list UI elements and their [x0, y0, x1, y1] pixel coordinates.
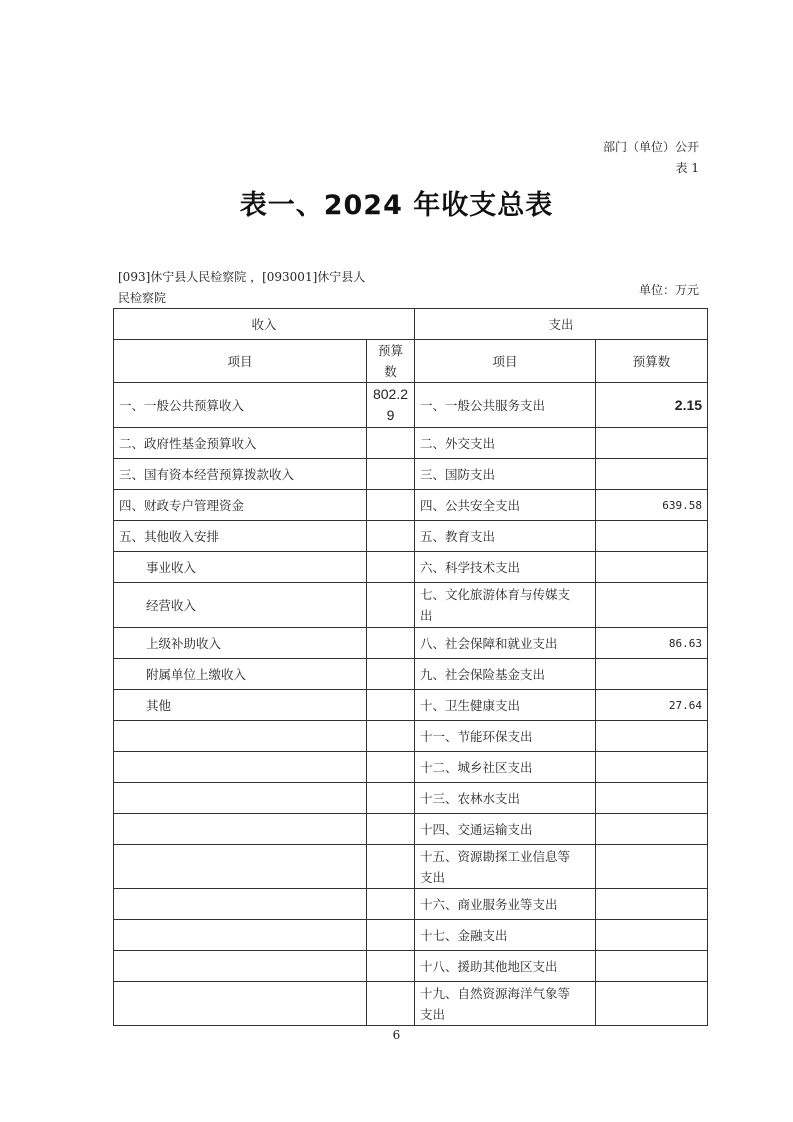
income-item: 三、国有资本经营预算拨款收入: [114, 459, 367, 490]
expense-amount: [596, 951, 708, 982]
income-amount: [367, 490, 415, 521]
income-item: 其他: [114, 690, 367, 721]
table-row: [114, 920, 708, 951]
income-amount: [367, 521, 415, 552]
income-amount: [367, 721, 415, 752]
expense-item-line-1: 十五、资源勘探工业信息等: [420, 848, 571, 864]
table-number: 表 1: [675, 161, 699, 175]
income-item: 经营收入: [114, 583, 367, 628]
income-amount: [367, 889, 415, 920]
income-item: [114, 814, 367, 845]
income-item: 事业收入: [114, 552, 367, 583]
expense-item: 八、社会保障和就业支出: [415, 628, 596, 659]
organization-line-2: 民检察院: [118, 291, 167, 305]
income-amount-line-2: 9: [386, 407, 395, 423]
income-item: [114, 920, 367, 951]
table-row: [114, 383, 708, 428]
expense-item: 九、社会保险基金支出: [415, 659, 596, 690]
expense-item: 六、科学技术支出: [415, 552, 596, 583]
expense-item-line-2: 出: [420, 608, 433, 623]
table-row: [114, 951, 708, 982]
page-number: 6: [392, 1028, 401, 1042]
expense-item: 五、教育支出: [415, 521, 596, 552]
income-item: 附属单位上缴收入: [114, 659, 367, 690]
income-amount: [367, 428, 415, 459]
income-item: [114, 752, 367, 783]
table-row: [114, 690, 708, 721]
income-item: [114, 783, 367, 814]
income-amount: [367, 690, 415, 721]
table-row: [114, 521, 708, 552]
expense-item-header: 项目: [415, 340, 596, 383]
table-row: [114, 845, 708, 889]
expense-item: 四、公共安全支出: [415, 490, 596, 521]
table-row: [114, 583, 708, 628]
expense-amount: [596, 752, 708, 783]
expense-item: [415, 845, 596, 889]
expense-item-line-2: 支出: [420, 869, 446, 885]
expense-amount: 86.63: [596, 628, 708, 659]
expense-item: 十三、农林水支出: [415, 783, 596, 814]
income-amount: [367, 459, 415, 490]
disclosure-label: 部门（单位）公开: [602, 140, 699, 154]
unit-label: 单位：万元: [638, 283, 699, 297]
expense-amount: [596, 814, 708, 845]
income-amount: [367, 783, 415, 814]
income-item: 五、其他收入安排: [114, 521, 367, 552]
expense-item: 十、卫生健康支出: [415, 690, 596, 721]
expense-item: 十六、商业服务业等支出: [415, 889, 596, 920]
expense-amount: [596, 428, 708, 459]
expense-amount: [596, 552, 708, 583]
table-row: [114, 982, 708, 1026]
income-item: 一、一般公共预算收入: [114, 383, 367, 428]
income-item: [114, 845, 367, 889]
table-row: [114, 814, 708, 845]
income-item: 四、财政专户管理资金: [114, 490, 367, 521]
table-row: [114, 552, 708, 583]
expense-amount: [596, 982, 708, 1026]
table-group-header-row: [114, 309, 708, 340]
income-amount: [367, 583, 415, 628]
expense-amount: [596, 783, 708, 814]
expense-item: 十二、城乡社区支出: [415, 752, 596, 783]
expense-item-line-2: 支出: [420, 1006, 446, 1022]
expense-item: 十四、交通运输支出: [415, 814, 596, 845]
table-row: [114, 752, 708, 783]
table-row: [114, 721, 708, 752]
income-item: [114, 721, 367, 752]
expense-item: [415, 982, 596, 1026]
income-amount: [367, 845, 415, 889]
expense-item: 十一、节能环保支出: [415, 721, 596, 752]
table-row: [114, 459, 708, 490]
table-row: [114, 428, 708, 459]
expense-amount: [596, 721, 708, 752]
expense-amount: 27.64: [596, 690, 708, 721]
expense-amount: [596, 659, 708, 690]
table-row: [114, 783, 708, 814]
income-item: [114, 951, 367, 982]
income-budget-header: [367, 340, 415, 383]
budget-summary-table: [113, 308, 708, 1026]
income-amount: [367, 920, 415, 951]
income-amount: [367, 982, 415, 1026]
income-budget-header-line-1: 预算: [378, 343, 404, 358]
table-row: [114, 889, 708, 920]
income-amount: [367, 552, 415, 583]
table-column-header-row: [114, 340, 708, 383]
expense-item-line-1: 七、文化旅游体育与传媒支: [420, 587, 571, 602]
income-item: [114, 889, 367, 920]
table-row: [114, 628, 708, 659]
table-row: [114, 659, 708, 690]
organization-name: [118, 267, 368, 309]
expense-item: 三、国防支出: [415, 459, 596, 490]
expense-header: 支出: [415, 309, 708, 340]
expense-amount: 639.58: [596, 490, 708, 521]
income-item: [114, 982, 367, 1026]
expense-item: 一、一般公共服务支出: [415, 383, 596, 428]
expense-item: 十八、援助其他地区支出: [415, 951, 596, 982]
organization-line-1: [093]休宁县人民检察院 ，[093001]休宁县人: [118, 270, 366, 284]
table-row: [114, 490, 708, 521]
income-amount-line-1: 802.2: [372, 386, 409, 402]
expense-amount: 2.15: [596, 383, 708, 428]
income-amount: [367, 752, 415, 783]
income-item: 上级补助收入: [114, 628, 367, 659]
expense-item: 十七、金融支出: [415, 920, 596, 951]
expense-amount: [596, 845, 708, 889]
expense-item: [415, 583, 596, 628]
income-amount: [367, 628, 415, 659]
expense-amount: [596, 459, 708, 490]
expense-budget-header: 预算数: [596, 340, 708, 383]
expense-amount: [596, 920, 708, 951]
income-item: 二、政府性基金预算收入: [114, 428, 367, 459]
expense-item-line-1: 十九、自然资源海洋气象等: [420, 985, 571, 1001]
income-budget-header-line-2: 数: [384, 364, 397, 379]
income-amount: [367, 814, 415, 845]
income-item-header: 项目: [114, 340, 367, 383]
income-amount: [367, 951, 415, 982]
income-amount: [367, 659, 415, 690]
expense-item: 二、外交支出: [415, 428, 596, 459]
income-header: 收入: [114, 309, 415, 340]
expense-amount: [596, 521, 708, 552]
expense-amount: [596, 583, 708, 628]
expense-amount: [596, 889, 708, 920]
income-amount: [367, 383, 415, 428]
page-title: 表一、2024 年收支总表: [239, 190, 554, 221]
